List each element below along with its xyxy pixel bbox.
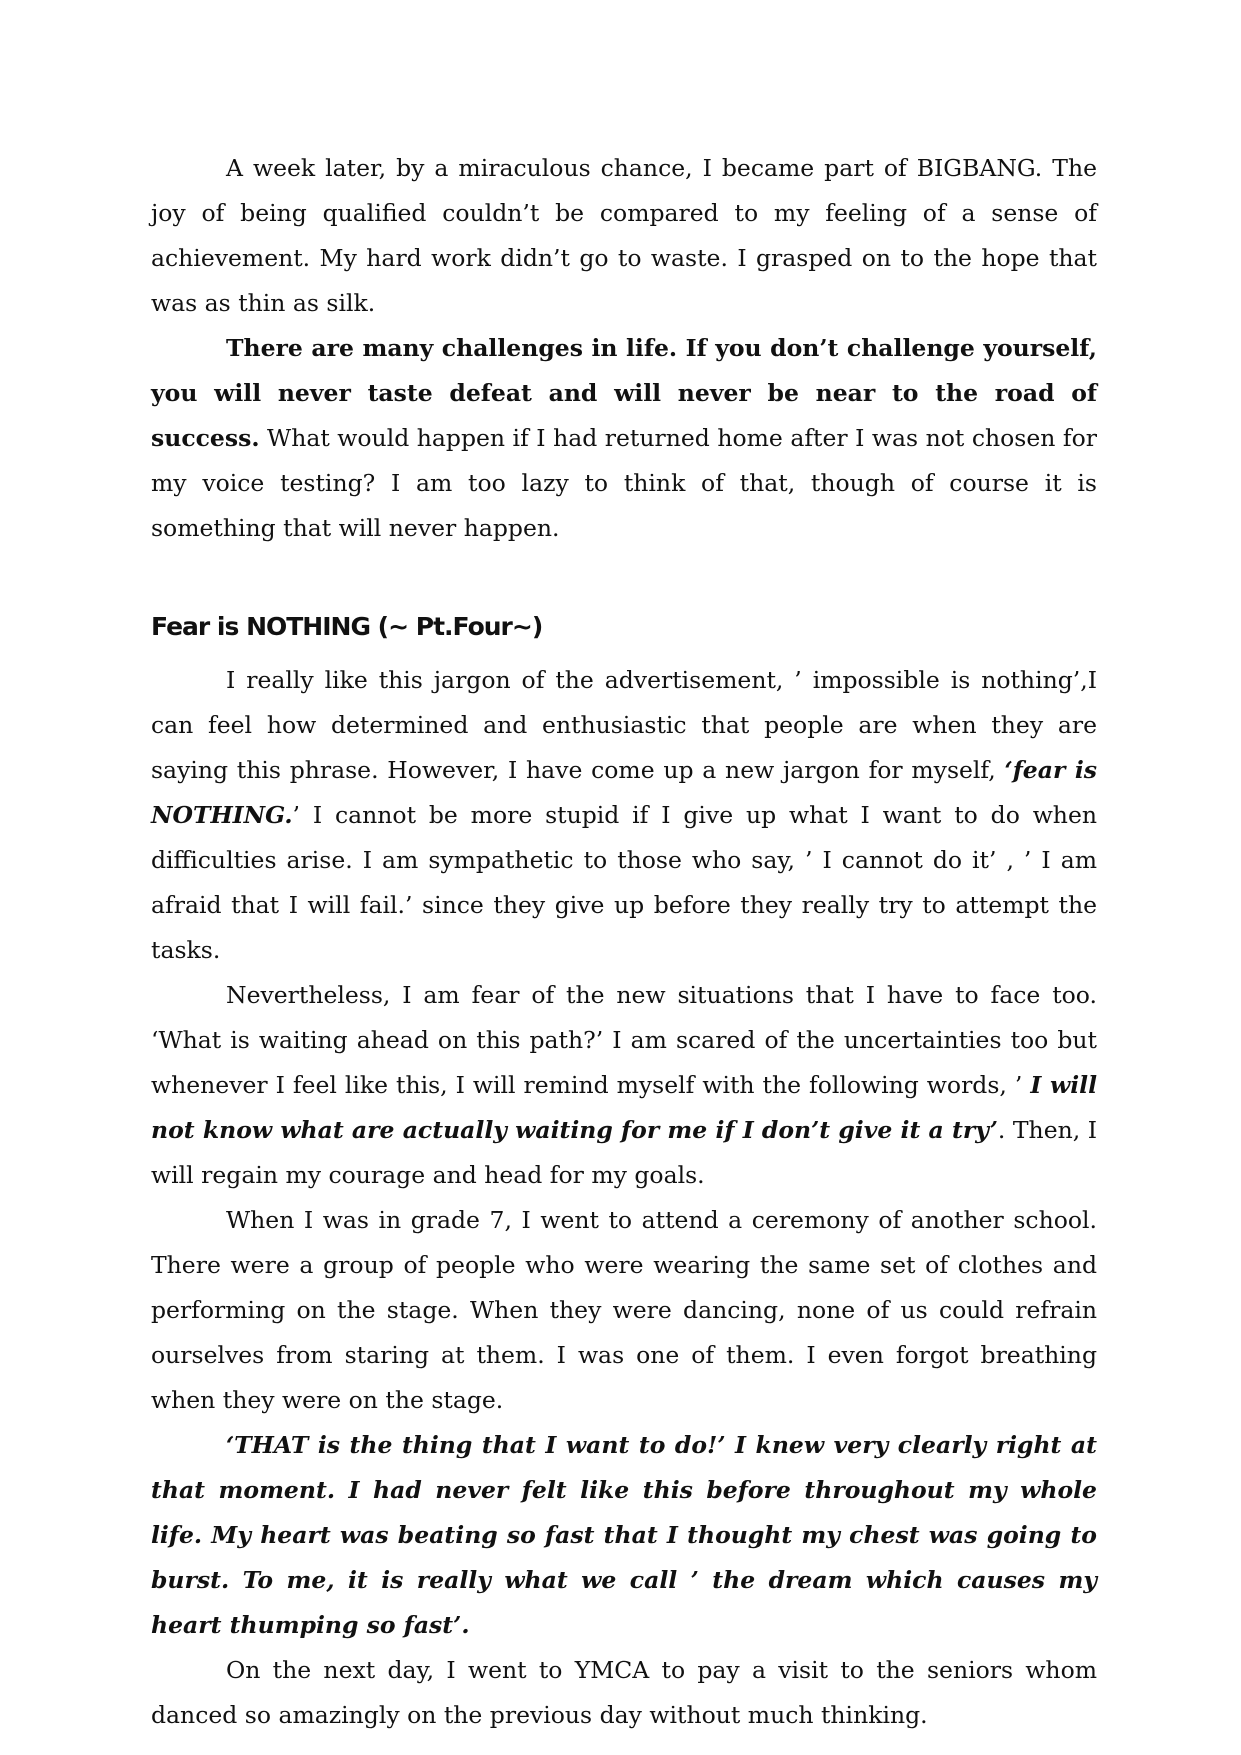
paragraph-grade-7: When I was in grade 7, I went to attend a ceremony of another school. There were a group of people who were wearing the same set of clothes and performing on the stage. When they were dancing, none of us could refrain ourselves from staring at them. I was one of them. I even forgot breathing when they were on the stage. bbox=[151, 1206, 1097, 1414]
paragraph-bigbang: A week later, by a miraculous chance, I became part of BIGBANG. The joy of being qualified couldn’t be compared to my feeling of a sense of achievement. My hard work didn’t go to waste. I grasped on to the hope that was as thin as silk. bbox=[151, 154, 1097, 317]
section-heading: Fear is NOTHING (~ Pt.Four~) bbox=[151, 612, 543, 641]
paragraph-ymca: On the next day, I went to YMCA to pay a visit to the seniors whom danced so amazingly on the previous day without much thinking. bbox=[151, 1656, 1097, 1729]
paragraph-jargon bbox=[151, 658, 1097, 973]
emphasis-challenges: There are many challenges in life. If you don’t challenge yourself, you will never taste defeat and will never be near to the road of success. bbox=[151, 334, 1097, 452]
paragraph-nevertheless-start: Nevertheless, I am fear of the new situations that I have to face too. ‘What is waiting ahead on this path?’ I am scared of the uncertainties too but whenever I feel like this, I will remind myself with the following words, ’ bbox=[151, 981, 1097, 1099]
paragraph-jargon-start: I really like this jargon of the advertisement, ’ impossible is nothing’,I can feel how determined and enthusiastic that people are when they are saying this phrase. However, I have come up a new jargon for myself, bbox=[151, 666, 1097, 784]
paragraph-dream: ‘THAT is the thing that I want to do!’ I knew very clearly right at that moment. I had never felt like this before throughout my whole life. My heart was beating so fast that I thought my chest was going to burst. To me, it is really what we call ’ the dream which causes my heart thumping so fast’. bbox=[151, 1431, 1097, 1639]
paragraph-nevertheless bbox=[151, 973, 1097, 1198]
document-page bbox=[151, 146, 1097, 1738]
emphasis-give-it-a-try: I will not know what are actually waiting for me if I don’t give it a try’ bbox=[151, 1071, 1098, 1144]
paragraph-challenges bbox=[151, 326, 1097, 551]
paragraph-nevertheless-end: . Then, I will regain my courage and head for my goals. bbox=[151, 1116, 1097, 1189]
paragraph-challenges-rest: What would happen if I had returned home after I was not chosen for my voice testing? I am too lazy to think of that, though of course it is something that will never happen. bbox=[151, 424, 1097, 542]
paragraph-jargon-end: ’ I cannot be more stupid if I give up what I want to do when difficulties arise. I am sympathetic to those who say, ’ I cannot do it’ , ’ I am afraid that I will fail.’ since they give up before they really try to attempt the tasks. bbox=[151, 801, 1097, 964]
emphasis-fear-is-nothing: ‘fear is NOTHING. bbox=[151, 756, 1097, 829]
